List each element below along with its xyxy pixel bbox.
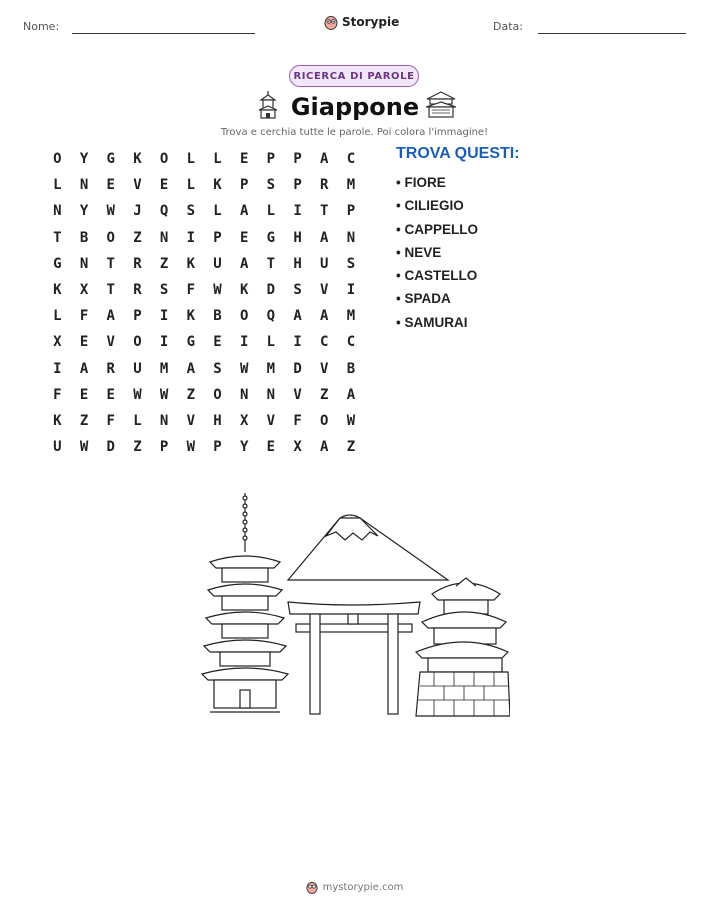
grid-cell[interactable]: L: [266, 203, 276, 220]
grid-row: [44, 356, 364, 382]
grid-cell[interactable]: V: [106, 334, 115, 351]
grid-cell[interactable]: G: [106, 151, 115, 168]
grid-cell[interactable]: I: [159, 334, 169, 351]
name-line: [72, 33, 255, 34]
pagoda: [202, 493, 288, 712]
grid-cell[interactable]: T: [106, 282, 115, 299]
grid-cell[interactable]: E: [106, 386, 115, 403]
grid-cell[interactable]: K: [133, 151, 142, 168]
grid-cell[interactable]: M: [346, 308, 356, 325]
grid-cell[interactable]: F: [293, 412, 302, 429]
brand-logo: [324, 14, 399, 30]
word-item: • FIORE: [396, 175, 446, 190]
grid-cell[interactable]: M: [159, 360, 169, 377]
grid-cell[interactable]: G: [186, 334, 195, 351]
grid-cell[interactable]: W: [133, 386, 142, 403]
grid-cell[interactable]: E: [266, 439, 276, 456]
grid-cell[interactable]: P: [213, 439, 222, 456]
grid-cell[interactable]: F: [106, 412, 115, 429]
grid-cell[interactable]: I: [159, 308, 169, 325]
grid-cell[interactable]: Y: [79, 203, 89, 220]
grid-cell[interactable]: L: [213, 203, 222, 220]
grid-cell[interactable]: Z: [186, 386, 195, 403]
grid-cell[interactable]: R: [320, 177, 329, 194]
grid-cell[interactable]: E: [159, 177, 169, 194]
grid-cell[interactable]: R: [106, 360, 115, 377]
activity-badge: RICERCA DI PAROLE: [289, 65, 419, 87]
grid-cell[interactable]: V: [320, 360, 329, 377]
grid-cell[interactable]: K: [186, 308, 195, 325]
grid-cell[interactable]: P: [266, 151, 276, 168]
torii-gate: [288, 602, 420, 714]
date-line: [538, 33, 686, 34]
grid-cell[interactable]: P: [159, 439, 169, 456]
grid-cell[interactable]: L: [53, 177, 62, 194]
grid-cell[interactable]: E: [213, 334, 222, 351]
castle: [416, 578, 510, 716]
grid-cell[interactable]: O: [53, 151, 62, 168]
grid-cell[interactable]: S: [346, 255, 356, 272]
grid-cell[interactable]: U: [320, 255, 329, 272]
grid-cell[interactable]: X: [53, 334, 62, 351]
grid-cell[interactable]: E: [239, 229, 249, 246]
grid-cell[interactable]: Q: [159, 203, 169, 220]
grid-cell[interactable]: V: [186, 412, 195, 429]
word-item: • CILIEGIO: [396, 198, 464, 214]
grid-cell[interactable]: A: [239, 203, 249, 220]
name-label: Nome:: [23, 20, 60, 33]
storypie-owl-logo-icon: [306, 880, 318, 894]
word-search-grid[interactable]: [44, 146, 364, 460]
grid-cell[interactable]: H: [293, 229, 302, 246]
grid-cell[interactable]: L: [186, 151, 195, 168]
grid-cell[interactable]: S: [186, 203, 195, 220]
grid-cell[interactable]: E: [239, 151, 249, 168]
grid-cell[interactable]: P: [213, 229, 222, 246]
grid-cell[interactable]: F: [79, 308, 89, 325]
grid-cell[interactable]: K: [53, 282, 62, 299]
grid-cell[interactable]: V: [293, 386, 302, 403]
grid-cell[interactable]: W: [79, 439, 89, 456]
word-list: [396, 145, 520, 334]
grid-cell[interactable]: T: [266, 255, 276, 272]
grid-cell[interactable]: R: [133, 282, 142, 299]
grid-row: [44, 408, 364, 434]
grid-cell[interactable]: G: [53, 255, 62, 272]
grid-cell[interactable]: W: [159, 386, 169, 403]
grid-cell[interactable]: P: [239, 177, 249, 194]
temple-bell-icon: [257, 90, 279, 120]
grid-cell[interactable]: Z: [346, 439, 356, 456]
grid-cell[interactable]: C: [320, 334, 329, 351]
grid-cell[interactable]: N: [53, 203, 62, 220]
grid-cell[interactable]: L: [53, 308, 62, 325]
grid-cell[interactable]: L: [133, 412, 142, 429]
grid-cell[interactable]: V: [320, 282, 329, 299]
grid-cell[interactable]: Z: [320, 386, 329, 403]
grid-cell[interactable]: T: [320, 203, 329, 220]
grid-cell[interactable]: P: [293, 177, 302, 194]
grid-cell[interactable]: B: [346, 360, 356, 377]
grid-cell[interactable]: A: [346, 386, 356, 403]
japanese-house-icon: [426, 90, 456, 118]
grid-cell[interactable]: R: [133, 255, 142, 272]
date-label: Data:: [493, 20, 523, 33]
grid-cell[interactable]: C: [346, 334, 356, 351]
word-item: • CAPPELLO: [396, 221, 478, 237]
grid-cell[interactable]: W: [239, 360, 249, 377]
grid-cell[interactable]: X: [293, 439, 302, 456]
grid-cell[interactable]: O: [213, 386, 222, 403]
grid-cell[interactable]: A: [239, 255, 249, 272]
grid-cell[interactable]: T: [106, 255, 115, 272]
word-list-heading: TROVA QUESTI:: [396, 145, 520, 162]
grid-cell[interactable]: A: [320, 151, 329, 168]
word-item: • NEVE: [396, 244, 442, 260]
grid-cell[interactable]: X: [79, 282, 89, 299]
grid-cell[interactable]: O: [239, 308, 249, 325]
grid-row: [44, 225, 364, 251]
grid-cell[interactable]: Z: [133, 439, 142, 456]
grid-cell[interactable]: E: [79, 386, 89, 403]
grid-cell[interactable]: B: [213, 308, 222, 325]
grid-cell[interactable]: I: [53, 360, 62, 377]
grid-cell[interactable]: A: [320, 439, 329, 456]
storypie-owl-logo-icon: [324, 14, 338, 30]
grid-cell[interactable]: A: [293, 308, 302, 325]
word-item: • SAMURAI: [396, 314, 468, 330]
grid-cell[interactable]: N: [159, 229, 169, 246]
grid-cell[interactable]: N: [159, 412, 169, 429]
grid-cell[interactable]: Z: [133, 229, 142, 246]
grid-cell[interactable]: D: [293, 360, 302, 377]
grid-cell[interactable]: W: [106, 203, 115, 220]
grid-cell[interactable]: A: [320, 308, 329, 325]
grid-cell[interactable]: F: [186, 282, 195, 299]
grid-cell[interactable]: Y: [239, 439, 249, 456]
grid-cell[interactable]: T: [53, 229, 62, 246]
grid-cell[interactable]: I: [239, 334, 249, 351]
grid-cell[interactable]: I: [346, 282, 356, 299]
grid-row: [44, 329, 364, 355]
grid-row: [44, 277, 364, 303]
grid-cell[interactable]: U: [133, 360, 142, 377]
grid-cell[interactable]: Y: [79, 151, 89, 168]
grid-cell[interactable]: N: [239, 386, 249, 403]
grid-cell[interactable]: I: [293, 334, 302, 351]
grid-cell[interactable]: O: [133, 334, 142, 351]
grid-cell[interactable]: A: [79, 360, 89, 377]
grid-cell[interactable]: L: [213, 151, 222, 168]
grid-cell[interactable]: M: [346, 177, 356, 194]
mount-fuji: [288, 515, 448, 580]
grid-cell[interactable]: N: [266, 386, 276, 403]
grid-cell[interactable]: S: [159, 282, 169, 299]
word-item: • SPADA: [396, 291, 451, 307]
grid-cell[interactable]: F: [53, 386, 62, 403]
grid-cell[interactable]: K: [186, 255, 195, 272]
grid-cell[interactable]: D: [106, 439, 115, 456]
grid-cell[interactable]: K: [53, 412, 62, 429]
grid-row: [44, 146, 364, 172]
brand-name: Storypie: [342, 15, 400, 29]
grid-row: [44, 434, 364, 460]
grid-row: [44, 303, 364, 329]
page-title: Giappone: [290, 93, 420, 121]
grid-cell[interactable]: V: [133, 177, 142, 194]
grid-cell[interactable]: V: [266, 412, 276, 429]
japan-landmarks-illustration[interactable]: [200, 490, 510, 720]
grid-cell[interactable]: U: [213, 255, 222, 272]
grid-cell[interactable]: W: [186, 439, 195, 456]
grid-cell[interactable]: L: [186, 177, 195, 194]
grid-cell[interactable]: J: [133, 203, 142, 220]
grid-cell[interactable]: Z: [79, 412, 89, 429]
grid-cell[interactable]: P: [346, 203, 356, 220]
grid-cell[interactable]: Q: [266, 308, 276, 325]
instructions: Trova e cerchia tutte le parole. Poi colora l'immagine!: [220, 127, 489, 138]
grid-row: [44, 172, 364, 198]
grid-row: [44, 251, 364, 277]
grid-cell[interactable]: S: [293, 282, 302, 299]
grid-cell[interactable]: L: [266, 334, 276, 351]
grid-cell[interactable]: S: [213, 360, 222, 377]
grid-cell[interactable]: K: [213, 177, 222, 194]
grid-cell[interactable]: A: [320, 229, 329, 246]
grid-cell[interactable]: N: [79, 177, 89, 194]
grid-cell[interactable]: U: [53, 439, 62, 456]
grid-row: [44, 382, 364, 408]
grid-cell[interactable]: I: [293, 203, 302, 220]
grid-row: [44, 198, 364, 224]
grid-cell[interactable]: X: [239, 412, 249, 429]
grid-cell[interactable]: K: [239, 282, 249, 299]
worksheet-header: [0, 14, 709, 44]
grid-cell[interactable]: P: [293, 151, 302, 168]
grid-cell[interactable]: E: [79, 334, 89, 351]
grid-cell[interactable]: C: [346, 151, 356, 168]
grid-cell[interactable]: G: [266, 229, 276, 246]
grid-cell[interactable]: P: [133, 308, 142, 325]
grid-cell[interactable]: W: [346, 412, 356, 429]
grid-cell[interactable]: E: [106, 177, 115, 194]
footer-url[interactable]: mystorypie.com: [322, 881, 404, 893]
grid-cell[interactable]: W: [213, 282, 222, 299]
grid-cell[interactable]: O: [159, 151, 169, 168]
grid-cell[interactable]: N: [79, 255, 89, 272]
grid-cell[interactable]: A: [106, 308, 115, 325]
grid-cell[interactable]: O: [106, 229, 115, 246]
grid-cell[interactable]: D: [266, 282, 276, 299]
grid-cell[interactable]: B: [79, 229, 89, 246]
grid-cell[interactable]: Z: [159, 255, 169, 272]
grid-cell[interactable]: M: [266, 360, 276, 377]
grid-cell[interactable]: A: [186, 360, 195, 377]
grid-cell[interactable]: I: [186, 229, 195, 246]
grid-cell[interactable]: S: [266, 177, 276, 194]
grid-cell[interactable]: O: [320, 412, 329, 429]
grid-cell[interactable]: H: [213, 412, 222, 429]
grid-cell[interactable]: N: [346, 229, 356, 246]
word-item: • CASTELLO: [396, 268, 478, 284]
footer: [0, 880, 709, 894]
grid-cell[interactable]: H: [293, 255, 302, 272]
